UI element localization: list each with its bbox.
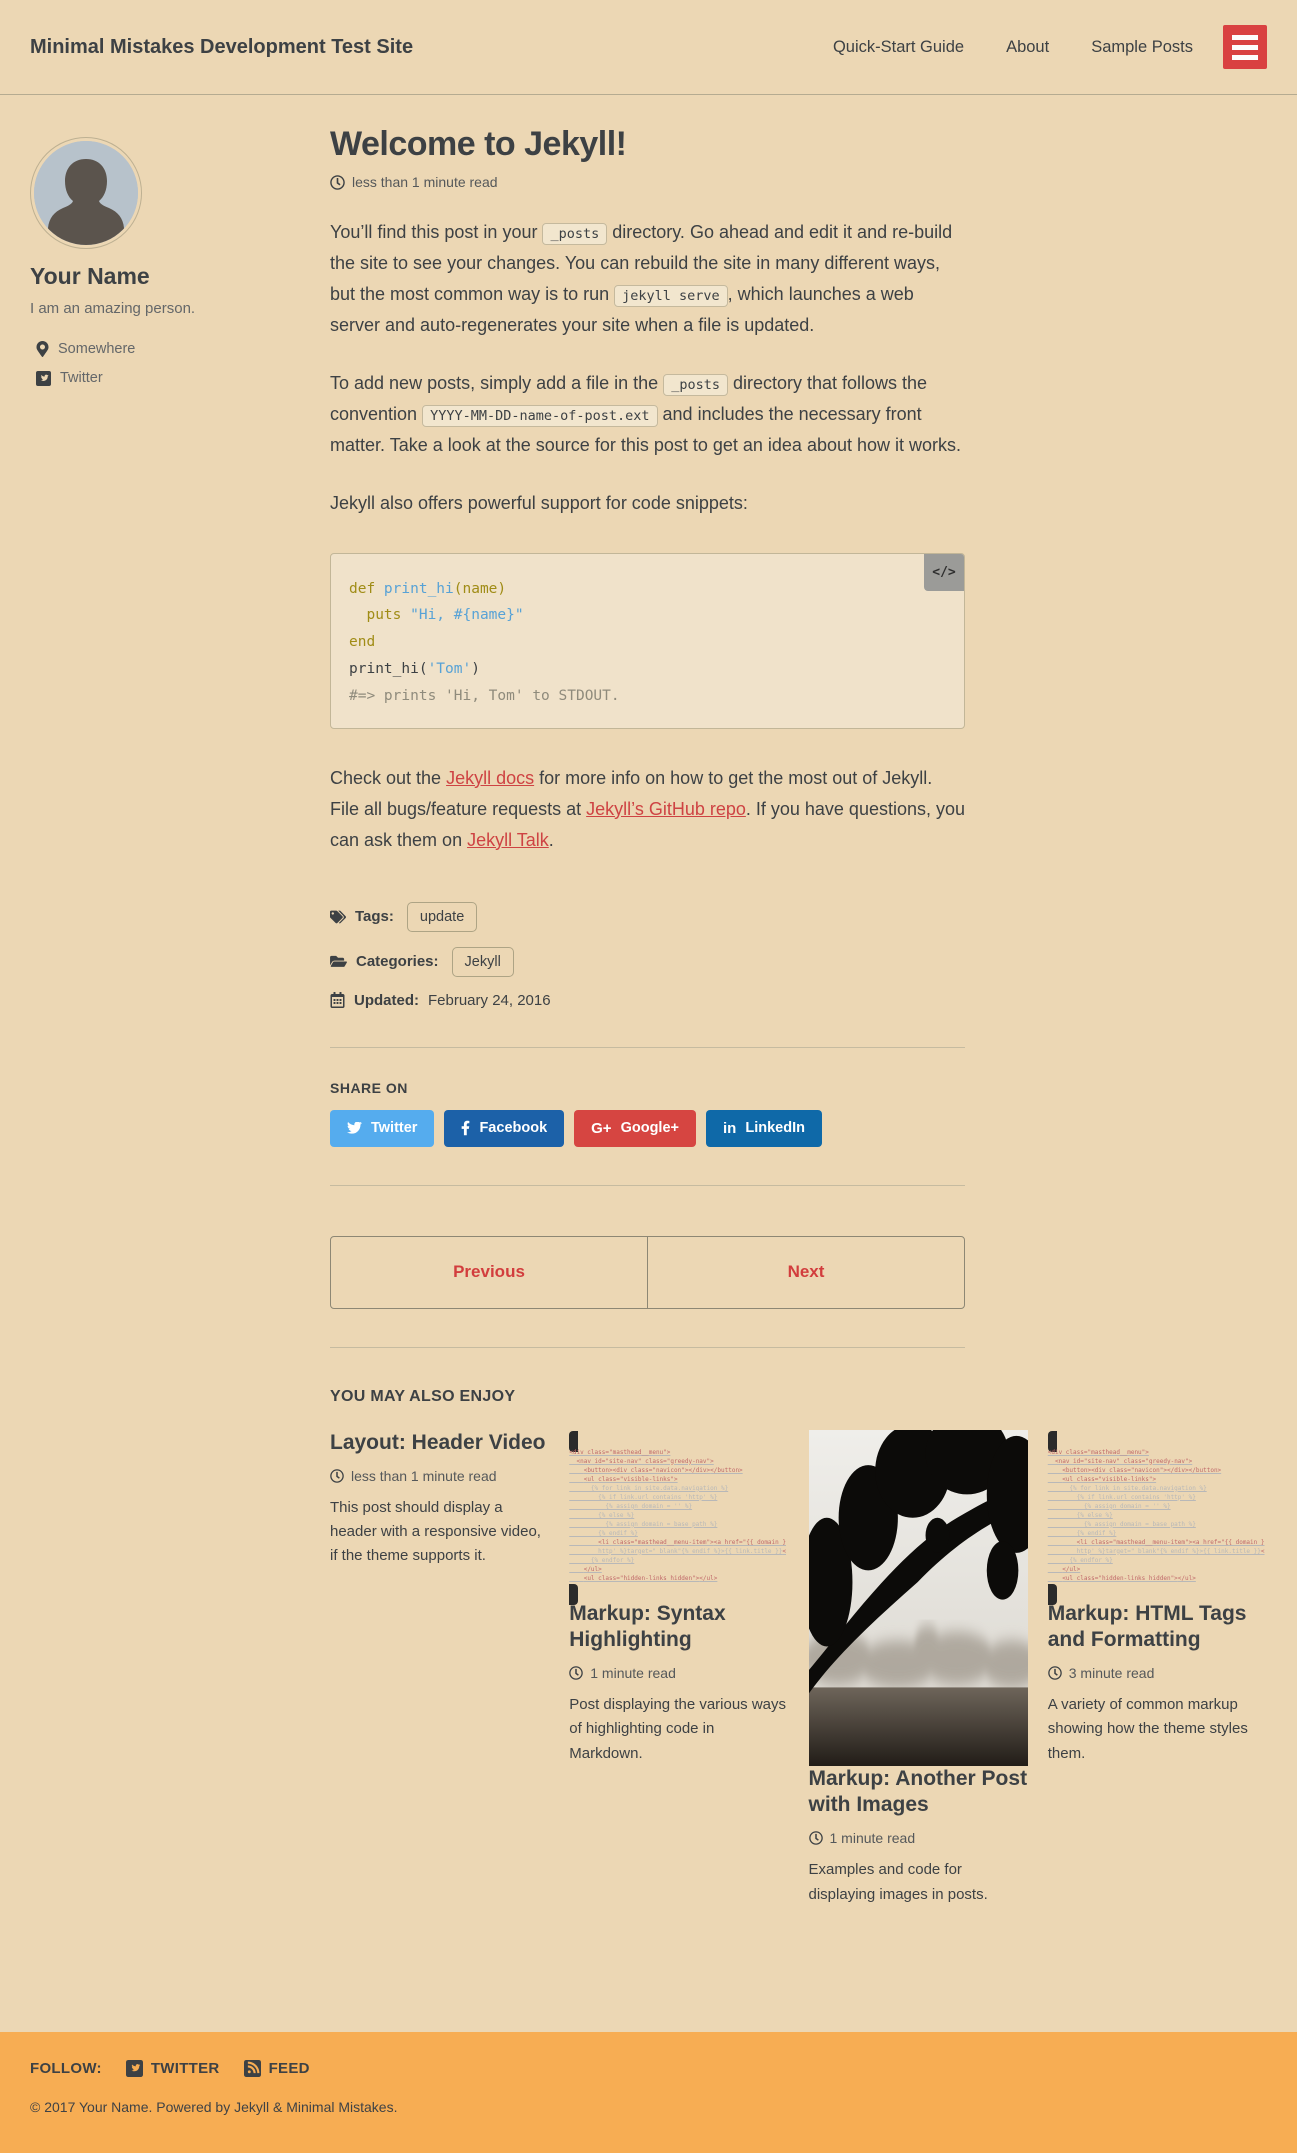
avatar <box>34 141 138 245</box>
hamburger-icon <box>1232 45 1258 50</box>
clock-icon <box>330 1469 344 1483</box>
card-title-link[interactable]: Markup: HTML Tags and Formatting <box>1047 1601 1247 1651</box>
related-card <box>569 1430 788 1766</box>
author-link-twitter <box>30 370 330 386</box>
card-meta <box>330 1468 549 1484</box>
linkedin-icon: in <box>723 1119 737 1137</box>
card-excerpt: Post displaying the various ways of highlighting code in Markdown. <box>569 1696 787 1762</box>
hamburger-icon <box>1232 35 1258 40</box>
twitter-icon <box>126 2060 143 2077</box>
hamburger-menu-button[interactable] <box>1223 25 1267 69</box>
card-read-time: 3 minute read <box>1068 1665 1155 1682</box>
code-icon: </> <box>924 554 964 591</box>
related-card <box>330 1430 549 1766</box>
card-title <box>809 1766 1028 1819</box>
clock-icon <box>330 175 345 190</box>
main-content <box>330 95 1267 2032</box>
nav-link-about[interactable]: About <box>1006 37 1050 56</box>
related-card <box>808 1430 1028 1903</box>
categories-label: Categories: <box>356 953 439 971</box>
rss-icon <box>244 2060 261 2077</box>
paragraph: Check out the Jekyll docs for more info on how to get the most out of Jekyll. File all bugs/feature requests at Jekyll’s GitHub repo. If you have questions, you can ask them on Jekyll Talk. <box>330 767 966 850</box>
footer-feed-link[interactable] <box>244 2060 310 2077</box>
card-title-link[interactable]: Markup: Another Post with Images <box>808 1766 1028 1817</box>
card-meta <box>569 1665 788 1681</box>
foggy-tree-photo <box>809 1430 1028 1766</box>
nav-link-quick-start-guide[interactable]: Quick-Start Guide <box>832 37 965 56</box>
inline-link[interactable]: Jekyll docs <box>446 767 535 788</box>
next-button[interactable]: Next <box>647 1237 964 1308</box>
card-title-link[interactable]: Layout: Header Video <box>330 1430 546 1454</box>
site-title[interactable]: Minimal Mistakes Development Test Site <box>30 35 414 58</box>
card-title-link[interactable]: Markup: Syntax Highlighting <box>569 1601 726 1651</box>
inline-link[interactable]: Jekyll’s GitHub repo <box>586 798 746 819</box>
footer-twitter-link[interactable] <box>126 2060 220 2077</box>
code-block <box>330 553 965 729</box>
tags-icon <box>330 909 346 925</box>
share-linkedin-button[interactable] <box>706 1110 822 1147</box>
location-pin-icon <box>36 341 49 357</box>
related-title: YOU MAY ALSO ENJOY <box>330 1387 516 1405</box>
post-title: Welcome to Jekyll! <box>330 125 627 163</box>
article <box>330 125 965 1348</box>
card-excerpt: Examples and code for displaying images in posts. <box>808 1861 988 1903</box>
author-location-link[interactable] <box>30 341 330 357</box>
share-title: SHARE ON <box>330 1079 408 1096</box>
share-button-label: Google+ <box>620 1120 679 1137</box>
sidebar <box>30 95 330 2032</box>
divider <box>330 1347 965 1348</box>
card-read-time: 1 minute read <box>829 1830 916 1847</box>
pagination <box>330 1236 965 1309</box>
author-name: Your Name <box>30 263 150 289</box>
post-meta <box>330 174 965 190</box>
twitter-icon <box>36 371 51 386</box>
card-teaser-image-photo[interactable] <box>809 1430 1028 1766</box>
card-read-time: less than 1 minute read <box>351 1467 497 1484</box>
divider <box>330 1047 965 1048</box>
folder-open-icon <box>330 954 347 969</box>
share-button-label: Facebook <box>479 1120 548 1137</box>
post-body <box>330 217 965 856</box>
follow-label: FOLLOW: <box>30 2060 102 2077</box>
card-excerpt: A variety of common markup showing how the theme styles them. <box>1047 1696 1248 1762</box>
author-bio: I am an amazing person. <box>30 300 196 317</box>
paragraph: You’ll find this post in your _posts directory. Go ahead and edit it and re-build the site to see your changes. You can rebuild the site in many different ways, but the most common way is to run jekyll serve , which launches a web server and auto-regenerates your site when a file is updated. <box>330 222 953 335</box>
share-googleplus-button[interactable] <box>574 1110 696 1147</box>
updated-row <box>330 992 965 1009</box>
card-teaser-image-code[interactable]: <div class="masthead__menu"> <nav id="site-nav" class="greedy-nav"> <button><div class="navicon"></div></button> <ul class="visible-links"> {% for link in site.data.navigation %} {% if link.url contains 'http' %} {% assign domain = '' %} {% else %} {% assign domain = base_path %} {% endif %} <li class="masthead__menu-item"><a href="{{ domain } http' %}target="_blank"{% endif %}>{{ link.title }}< {% endfor %} </ul> <ul class="hidden-links hidden"></ul> <box>1048 1431 1267 1605</box>
author-links <box>30 341 330 386</box>
clock-icon <box>809 1831 823 1845</box>
footer-copyright: © 2017 Your Name. Powered by Jekyll & Minimal Mistakes. <box>30 2099 398 2115</box>
card-read-time: 1 minute read <box>590 1665 676 1682</box>
avatar-ring <box>30 137 142 249</box>
share-section <box>330 1080 965 1147</box>
related-posts-section <box>330 1387 1267 1903</box>
footer-twitter-label: TWITTER <box>150 2060 220 2077</box>
related-grid <box>330 1430 1267 1903</box>
author-link-location <box>30 341 330 357</box>
categories-row <box>330 947 965 977</box>
card-meta <box>809 1830 1028 1846</box>
card-title <box>569 1601 788 1654</box>
category-chip-jekyll[interactable]: Jekyll <box>452 947 514 977</box>
footer-feed-label: FEED <box>268 2060 310 2077</box>
paragraph: To add new posts, simply add a file in the _posts directory that follows the convention YYYY-MM-DD-name-of-post.ext and includes the necessary front matter. Take a look at the source for this post to get an idea about how it works. <box>330 372 962 455</box>
updated-label: Updated: <box>354 991 419 1009</box>
google-plus-icon: G+ <box>591 1119 612 1137</box>
masthead <box>0 0 1297 95</box>
footer <box>0 2032 1297 2153</box>
previous-button[interactable]: Previous <box>453 1262 525 1282</box>
nav-link-sample-posts[interactable]: Sample Posts <box>1091 37 1193 56</box>
divider <box>330 1185 965 1186</box>
author-location-label: Somewhere <box>58 341 136 357</box>
share-twitter-button[interactable] <box>330 1110 434 1147</box>
tags-row <box>330 902 965 932</box>
card-title <box>1048 1601 1267 1654</box>
share-facebook-button[interactable] <box>444 1110 564 1147</box>
tags-label: Tags: <box>355 908 394 926</box>
tag-chip-update[interactable]: update <box>407 902 477 932</box>
code-snippet: def print_hi(name) puts "Hi, #{name}" end print_hi('Tom') #=> prints 'Hi, Tom' to STDOUT. <box>349 580 620 704</box>
read-time: less than 1 minute read <box>352 174 498 190</box>
share-button-label: Twitter <box>371 1120 418 1137</box>
card-excerpt: This post should display a header with a responsive video, if the theme supports it. <box>330 1498 541 1565</box>
author-twitter-label: Twitter <box>60 370 103 386</box>
hamburger-icon <box>1232 55 1258 60</box>
card-teaser-image-code[interactable]: <div class="masthead__menu"> <nav id="site-nav" class="greedy-nav"> <button><div class="navicon"></div></button> <ul class="visible-links"> {% for link in site.data.navigation %} {% if link.url contains 'http' %} {% assign domain = '' %} {% else %} {% assign domain = base_path %} {% endif %} <li class="masthead__menu-item"><a href="{{ domain } http' %}target="_blank"{% endif %}>{{ link.title }}< {% endfor %} </ul> <ul class="hidden-links hidden"></ul> <box>569 1431 788 1605</box>
calendar-icon <box>330 992 345 1008</box>
layout <box>0 95 1297 2032</box>
person-silhouette-icon <box>34 141 138 245</box>
updated-date: February 24, 2016 <box>428 991 551 1009</box>
facebook-icon <box>461 1120 470 1136</box>
card-meta <box>1048 1665 1267 1681</box>
share-button-label: LinkedIn <box>745 1120 805 1137</box>
inline-link[interactable]: Jekyll Talk <box>467 829 549 850</box>
author-twitter-link[interactable] <box>30 370 330 386</box>
twitter-icon <box>347 1122 362 1135</box>
follow-row <box>30 2060 1267 2077</box>
clock-icon <box>1048 1666 1062 1680</box>
clock-icon <box>569 1666 583 1680</box>
masthead-nav <box>833 38 1193 57</box>
post-footer-meta <box>330 902 965 1009</box>
related-card <box>1048 1430 1267 1766</box>
card-title <box>330 1430 549 1456</box>
paragraph: Jekyll also offers powerful support for code snippets: <box>330 492 748 513</box>
share-buttons <box>330 1110 965 1147</box>
